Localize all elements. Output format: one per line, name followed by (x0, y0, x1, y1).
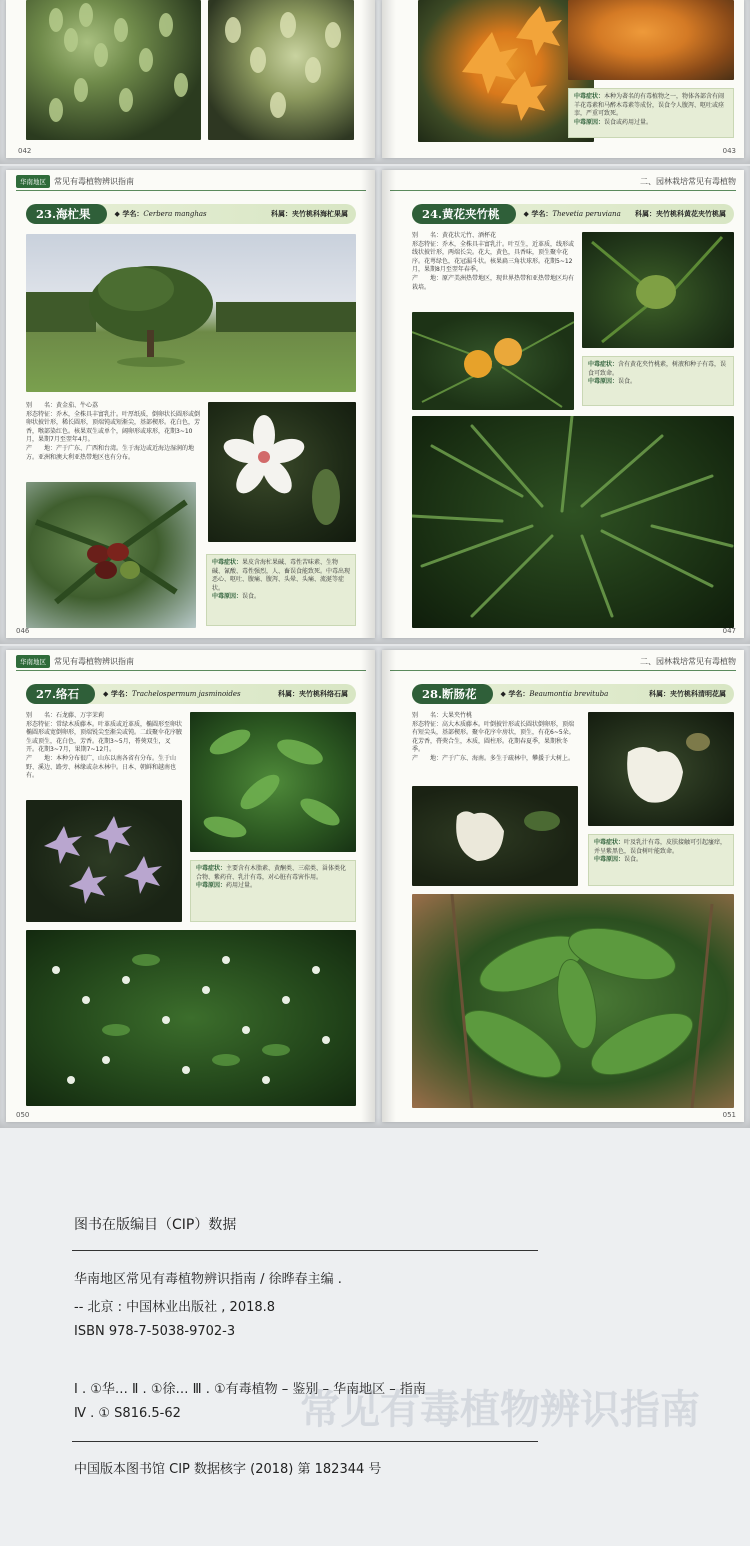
tree-illustration (26, 234, 356, 392)
header-title: 二、园林栽培常见有毒植物 (640, 176, 736, 186)
species-description (412, 232, 574, 292)
running-header (640, 653, 736, 669)
origin-line: 产 地：产于广东、海南。多生于疏林中，攀援于大树上。 (412, 754, 575, 762)
species-title: 24.黄花夹竹桃 (412, 204, 516, 224)
cip-line-3: ISBN 978-7-5038-9702-3 (74, 1324, 236, 1339)
toxicity-box (582, 356, 734, 406)
species-banner (412, 684, 734, 704)
toxicity-box (588, 834, 734, 886)
spread-bottom (0, 646, 750, 1128)
cause-text: 药用过量。 (226, 882, 257, 889)
photo-orange-flowers-closeup (568, 0, 734, 80)
leaves-illustration (190, 712, 356, 852)
cause-label: 中毒原因： (196, 882, 227, 889)
symptom-label: 中毒症状： (594, 839, 625, 846)
header-rule (16, 190, 366, 191)
scientific-name: ◆ 学名：Thevetia peruviana (523, 210, 621, 218)
photo-star-jasmine-shrub (26, 930, 356, 1106)
page-047 (382, 170, 744, 638)
morphology-line: 形态特征：乔木，全株具丰富乳汁。叶厚纸质，倒卵状长圆形或倒卵状披针形，稀长圆形，顶端钝或短渐尖，基部楔形。花白色，芳香，喉部染红色。核果双生或单个，阔卵形或球形，花期3~10月，果期7月至翌年4月。 (26, 410, 201, 444)
toxicity-box (568, 88, 734, 138)
species-description (26, 402, 202, 462)
cip-line-5: Ⅳ . ① S816.5-62 (74, 1406, 181, 1421)
morphology-line: 形态特征：常绿木质藤本。叶革质或近革质，椭圆形至卵状椭圆形或宽倒卵形，顶端锐尖至渐尖或钝。二歧聚伞花序腋生或顶生，花白色，芳香。花期3~5月，蓇葖双生，叉开。花期3~7月，果期7~12月。 (26, 720, 183, 754)
photo-green-seed-pods-left (26, 0, 201, 140)
running-header (16, 653, 134, 669)
photo-tree-landscape (26, 234, 356, 392)
morphology-line: 形态特征：乔木，全株具丰富乳汁。叶互生，近革质，线形或线状披针形，两端长尖。花大，黄色，具香味，顶生聚伞花序。花萼绿色，花冠漏斗状。核果扁三角状球形。花期5~12月，果期8月至翌年春季。 (412, 240, 575, 274)
cause-text: 误食。 (618, 378, 637, 385)
family-label: 科属：夹竹桃科海杧果属 (271, 210, 348, 218)
photo-green-seed-pods-right (208, 0, 354, 140)
page-043 (382, 0, 744, 158)
spread-middle (0, 166, 750, 644)
cover-faint-text: 常见有毒植物辨识指南 (300, 1386, 700, 1433)
narrow-leaves-illustration (412, 416, 734, 628)
family-label: 科属：夹竹桃科黄花夹竹桃属 (635, 210, 726, 218)
photo-fruit-on-branch (26, 482, 196, 628)
scientific-name: ◆ 学名：Beaumontia brevituba (500, 690, 609, 698)
scientific-name: ◆ 学名：Cerbera manghas (114, 210, 207, 218)
scientific-name: ◆ 学名：Trachelospermum jasminoides (103, 690, 241, 698)
cause-text: 误食。 (624, 856, 643, 863)
alias-line: 别 名：大果夹竹桃 (412, 712, 473, 719)
species-banner (412, 204, 734, 224)
photo-white-bell-flower (588, 712, 734, 826)
origin-line: 产 地：原产美洲热带地区，现世界热带和亚热带地区均有栽培。 (412, 274, 575, 291)
flower-bud-illustration (412, 786, 578, 886)
page-042 (6, 0, 375, 158)
cip-section (0, 1128, 750, 1546)
header-tag: 华南地区 (16, 655, 50, 668)
cause-label: 中毒原因： (588, 378, 619, 385)
toxicity-box (190, 860, 356, 922)
morphology-line: 形态特征：高大木质藤本。叶倒披针形或长圆状倒卵形，顶端有短尖头，基部楔形。聚伞花序伞房状，顶生，有花6~5朵。花芳香，蓇葖合生，木质，圆柱形。花期春夏季，果期秋冬季。 (412, 720, 575, 754)
cip-title: 图书在版编目（CIP）数据 (74, 1217, 237, 1233)
header-rule (390, 670, 736, 671)
page-050 (6, 650, 375, 1122)
fruit-illustration (26, 482, 196, 628)
cip-line-2: -- 北京 : 中国林业出版社 , 2018.8 (74, 1300, 276, 1315)
cause-label: 中毒原因： (594, 856, 625, 863)
photo-white-flower (208, 402, 356, 542)
toxicity-box (206, 554, 356, 626)
running-header (640, 173, 736, 189)
symptom-label: 中毒症状： (588, 361, 619, 368)
symptom-text: 果皮含海杧果碱、毒性苦味素、生物碱、氰酸、毒性强烈，人、畜误食能致死。中毒出现恶心、呕吐、腹痛、腹泻、头晕、头痛、流涎等症状。 (212, 559, 351, 592)
symptom-label: 中毒症状： (212, 559, 243, 566)
page-051 (382, 650, 744, 1122)
cip-line-1: 华南地区常见有毒植物辨识指南 / 徐晔春主编 . (74, 1272, 342, 1287)
family-label: 科属：夹竹桃科络石属 (278, 690, 348, 698)
alias-line: 别 名：黄花状元竹、酒杯花 (412, 232, 497, 239)
header-title: 常见有毒植物辨识指南 (54, 176, 134, 186)
cip-rule-bottom (72, 1441, 538, 1442)
running-header (16, 173, 134, 189)
photo-broad-leaves (412, 894, 734, 1108)
page-number: 047 (722, 627, 736, 635)
cause-label: 中毒原因： (212, 593, 243, 600)
header-title: 常见有毒植物辨识指南 (54, 656, 134, 666)
cause-label: 中毒原因： (574, 118, 605, 126)
cip-rule-top (72, 1250, 538, 1251)
photo-green-fruit (582, 232, 734, 348)
cip-line-6: 中国版本图书馆 CIP 数据核字 (2018) 第 182344 号 (74, 1462, 382, 1477)
origin-line: 产 地：产于广东、广西和台湾。生于海边或近海边湿润的地方。亚洲和澳大利亚热带地区也有分布。 (26, 444, 195, 461)
page-number: 042 (18, 147, 32, 155)
photo-narrow-leaves-shrub (412, 416, 734, 628)
origin-line: 产 地：本种分布很广，山东以南各省有分布。生于山野、溪边、路旁、林缘或杂木林中。日本、朝鲜和越南也有。 (26, 754, 177, 780)
broad-leaves-illustration (412, 894, 734, 1108)
green-fruit-illustration (582, 232, 734, 348)
header-title: 二、园林栽培常见有毒植物 (640, 656, 736, 666)
photo-glossy-leaves (190, 712, 356, 852)
species-banner (26, 204, 356, 224)
header-rule (16, 670, 366, 671)
spread-top (0, 0, 750, 164)
photo-yellow-flowers (412, 312, 574, 410)
alias-line: 别 名：石龙藤、万字茉莉 (26, 712, 105, 719)
header-rule (390, 190, 736, 191)
cause-text: 误食或药用过量。 (604, 118, 653, 126)
symptom-text: 含有黄花夹竹桃素，树液和种子有毒，误食可致命。 (588, 361, 727, 377)
photo-purple-pinwheel-flowers (26, 800, 182, 922)
alias-line: 别 名：黄金茄、牛心荔 (26, 402, 99, 409)
species-title: 23.海杧果 (26, 204, 107, 224)
family-label: 科属：夹竹桃科清明花属 (649, 690, 726, 698)
purple-flowers-illustration (26, 800, 182, 922)
symptom-text: 本种为著名的有毒植物之一，物体各部含有闹羊花毒素和马醉木毒素等成份，误食令人腹泻、呕吐或痉挛，严重可致死。 (574, 93, 725, 117)
seed-pods-illustration (26, 0, 201, 140)
photo-white-flower-bud (412, 786, 578, 886)
page-number: 051 (722, 1111, 736, 1119)
page-number: 050 (16, 1111, 30, 1119)
white-flower-illustration (208, 402, 356, 542)
yellow-flowers-illustration (412, 312, 574, 410)
cause-text: 误食。 (242, 593, 261, 600)
jasmine-illustration (26, 930, 356, 1106)
header-tag: 华南地区 (16, 175, 50, 188)
species-description (412, 712, 578, 764)
symptom-text: 叶及乳汁有毒，皮肤接触可引起瘙痒，并呈紫黑色，误食树叶能致命。 (594, 839, 727, 855)
species-description (26, 712, 182, 781)
cip-line-4: Ⅰ . ①华… Ⅱ . ①徐… Ⅲ . ①有毒植物 – 鉴别 – 华南地区 – 指南 (74, 1382, 426, 1397)
page-number: 043 (722, 147, 736, 155)
symptom-label: 中毒症状： (574, 93, 605, 100)
page-number: 046 (16, 627, 30, 635)
species-banner (26, 684, 356, 704)
seed-pods-illustration-2 (208, 0, 354, 140)
species-title: 27.络石 (26, 684, 95, 704)
page-046 (6, 170, 375, 638)
species-title: 28.断肠花 (412, 684, 493, 704)
symptom-text: 主要含有木脂素、黄酮类、三萜类、甾体类化合物、紫药苷、乳汁有毒，对心脏有毒害作用。 (196, 865, 347, 881)
bell-flower-illustration (588, 712, 734, 826)
symptom-label: 中毒症状： (196, 865, 227, 872)
